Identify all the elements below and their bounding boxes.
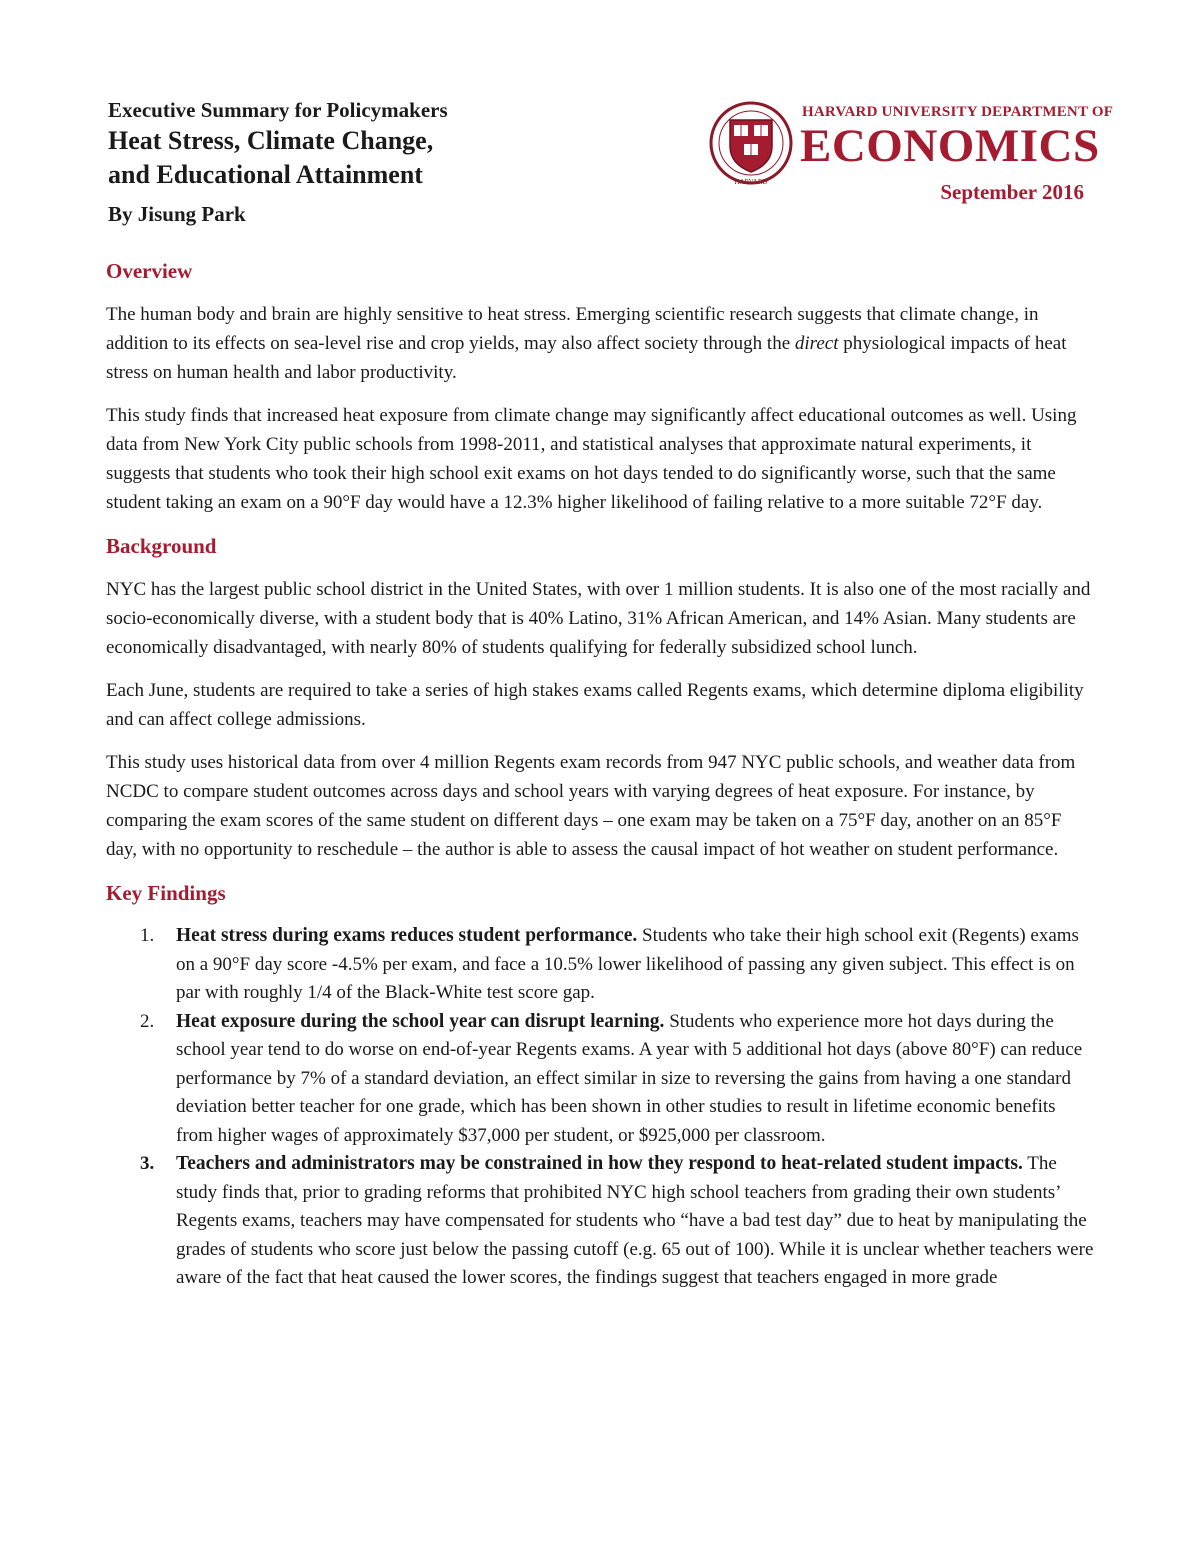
svg-text:HARVARD: HARVARD [734, 178, 768, 186]
background-heading: Background [106, 534, 217, 558]
finding-number: 1. [140, 925, 155, 946]
finding-text: Students who experience more hot days during the school year tend to do worse on end-of-year Regents exams. A year with 5 additional hot days (above 80°F) can reduce performance by 7% of a standard deviation, an effect similar in size to reversing the gains from having a one standard deviation better teacher for one grade, which has been shown in other studies to result in lifetime economic benefits from higher wages of approximately $37,000 per student, or $925,000 per classroom. [176, 1010, 1083, 1146]
emphasis-direct: direct [794, 333, 839, 354]
document-title [108, 124, 668, 192]
key-findings-heading: Key Findings [106, 881, 226, 905]
overview-paragraph-2: This study finds that increased heat exposure from climate change may significantly affect educational outcomes as well. Using data from New York City public schools from 1998-2011, and statistical analyses that approximate natural experiments, it suggests that students who took their high school exit exams on hot days tended to do significantly worse, such that the same student taking an exam on a 90°F day would have a 12.3% higher likelihood of failing relative to a more suitable 72°F day. [106, 405, 1077, 513]
harvard-economics-logo [706, 98, 1114, 188]
finding-title: Heat stress during exams reduces student performance. [176, 925, 638, 946]
title-line-1: Heat Stress, Climate Change, [108, 126, 434, 155]
key-findings-list [106, 922, 1096, 1293]
background-paragraph-3: This study uses historical data from over 4 million Regents exam records from 947 NYC public schools, and weather data from NCDC to compare student outcomes across days and school years with varying degrees of heat exposure. For instance, by comparing the exam scores of the same student on different days – one exam may be taken on a 75°F day, another on an 85°F day, with no opportunity to reschedule – the author is able to assess the causal impact of hot weather on student performance. [106, 752, 1076, 860]
summary-label: Executive Summary for Policymakers [108, 98, 448, 122]
finding-text: The study finds that, prior to grading reforms that prohibited NYC high school teachers from grading their own students’ Regents exams, teachers may have compensated for students who “have a bad test day” due to heat by manipulating the grades of students who score just below the passing cutoff (e.g. 65 out of 100). While it is unclear whether teachers were aware of the fact that heat caused the lower scores, the findings suggest that teachers engaged in more grade [176, 1153, 1094, 1288]
document-body [106, 256, 1096, 1293]
finding-title: Heat exposure during the school year can disrupt learning. [176, 1010, 665, 1032]
finding-item [106, 922, 1096, 1008]
background-paragraph-1: NYC has the largest public school district in the United States, with over 1 million students. It is also one of the most racially and socio-economically diverse, with a student body that is 40% Latino, 31% African American, and 14% Asian. Many students are economically disadvantaged, with nearly 80% of students qualifying for federally subsidized school lunch. [106, 579, 1091, 658]
logo-department-text: HARVARD UNIVERSITY DEPARTMENT OF [802, 104, 1114, 120]
publication-date: September 2016 [940, 180, 1084, 204]
logo-economics-text: ECONOMICS [800, 120, 1100, 172]
author-byline: By Jisung Park [108, 202, 246, 226]
overview-heading: Overview [106, 259, 193, 283]
finding-item [106, 1008, 1096, 1151]
finding-title: Teachers and administrators may be constrained in how they respond to heat-related student impacts. [176, 1153, 1023, 1174]
finding-number: 2. [140, 1010, 155, 1032]
finding-text: Students who take their high school exit (Regents) exams on a 90°F day score -4.5% per exam, and face a 10.5% lower likelihood of passing any given subject. This effect is on par with roughly 1/4 of the Black-White test score gap. [176, 925, 1079, 1003]
overview-paragraph-1: The human body and brain are highly sensitive to heat stress. Emerging scientific research suggests that climate change, in addition to its effects on sea-level rise and crop yields, may also affect society through the direct physiological impacts of heat stress on human health and labor productivity. [106, 304, 1067, 383]
background-paragraph-2: Each June, students are required to take a series of high stakes exams called Regents exams, which determine diploma eligibility and can affect college admissions. [106, 680, 1084, 730]
finding-item [106, 1150, 1096, 1293]
header-block [108, 96, 668, 228]
harvard-shield-icon [706, 98, 796, 188]
finding-number: 3. [140, 1153, 155, 1174]
title-line-2: and Educational Attainment [108, 160, 423, 189]
